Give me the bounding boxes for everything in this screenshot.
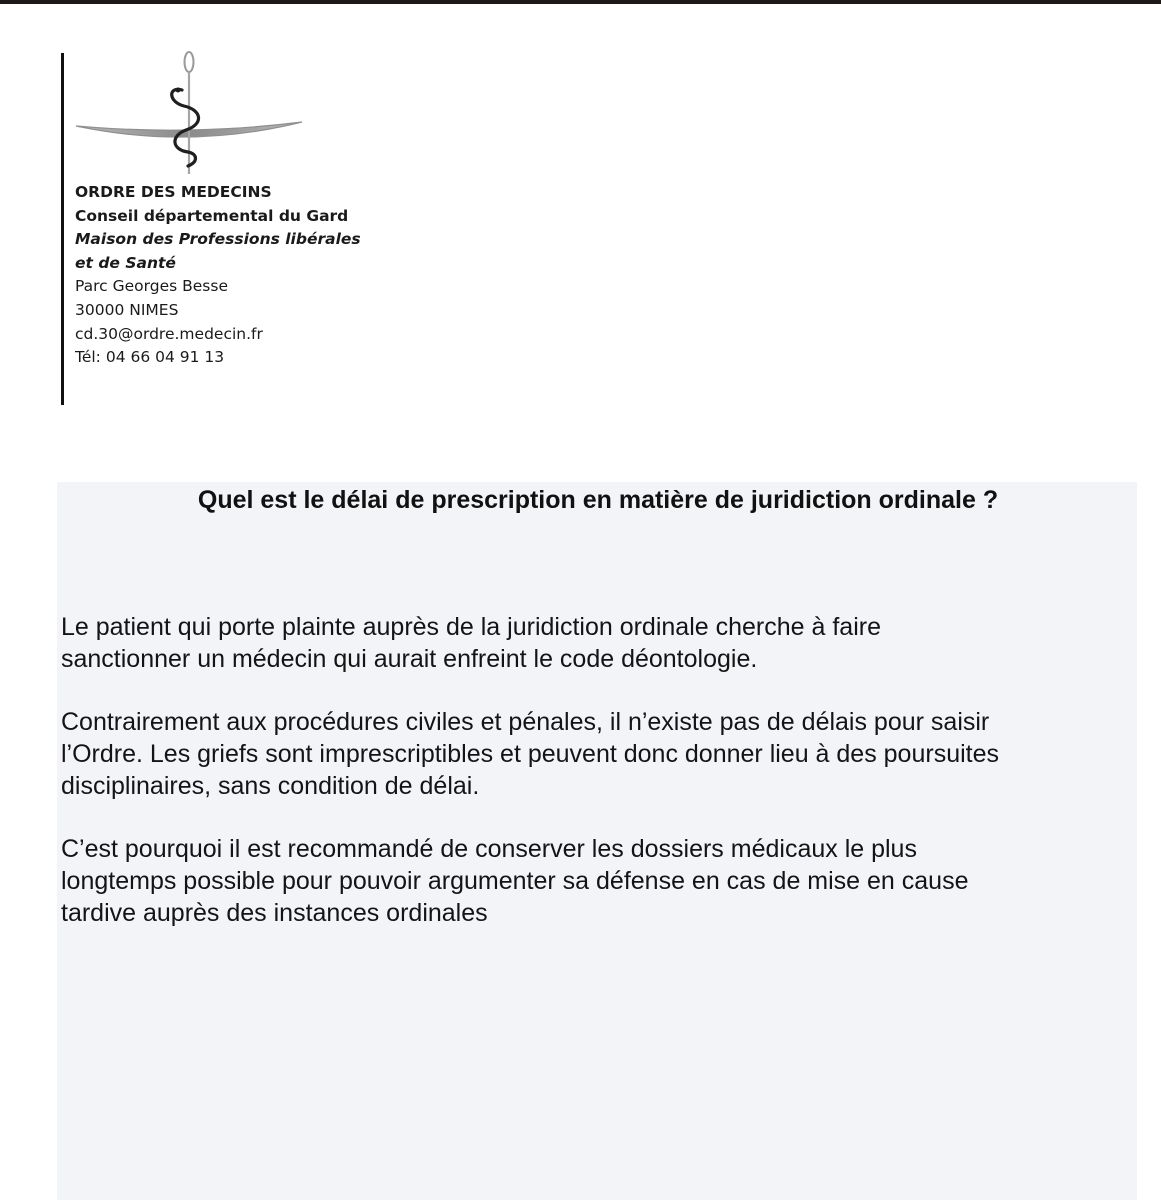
- paragraph-line: Le patient qui porte plainte auprès de la juridiction ordinale cherche à faire: [61, 613, 881, 641]
- paragraph-line: tardive auprès des instances ordinales: [61, 899, 488, 927]
- paragraph-2: [61, 706, 1121, 802]
- paragraph-line: sanctionner un médecin qui aurait enfreint le code déontologie.: [61, 645, 758, 673]
- city-address: 30000 NIMES: [75, 300, 179, 319]
- paragraph-line: disciplinaires, sans condition de délai.: [61, 772, 480, 800]
- phone-number: Tél: 04 66 04 91 13: [75, 348, 225, 367]
- email-address: cd.30@ordre.medecin.fr: [75, 324, 263, 343]
- paragraph-line: Contrairement aux procédures civiles et pénales, il n’existe pas de délais pour saisir: [61, 708, 990, 736]
- paragraph-line: C’est pourquoi il est recommandé de conserver les dossiers médicaux le plus: [61, 835, 917, 863]
- caduceus-logo-icon: [74, 50, 306, 178]
- building-name-line2: et de Santé: [75, 253, 176, 272]
- document-title: Quel est le délai de prescription en matière de juridiction ordinale ?: [197, 486, 999, 514]
- street-address: Parc Georges Besse: [75, 277, 228, 296]
- letterhead-address-block: [75, 181, 361, 370]
- paragraph-3: [61, 833, 1121, 929]
- paragraph-1: [61, 611, 1121, 675]
- letterhead-vertical-rule: [61, 53, 64, 405]
- building-name-line1: Maison des Professions libérales: [75, 230, 361, 249]
- paragraph-line: l’Ordre. Les griefs sont imprescriptibles et peuvent donc donner lieu à des poursuites: [61, 740, 1000, 768]
- council-name: Conseil départemental du Gard: [75, 206, 349, 225]
- top-border: [0, 0, 1161, 4]
- org-name: ORDRE DES MEDECINS: [75, 183, 272, 201]
- paragraph-line: longtemps possible pour pouvoir argumenter sa défense en cas de mise en cause: [61, 867, 969, 895]
